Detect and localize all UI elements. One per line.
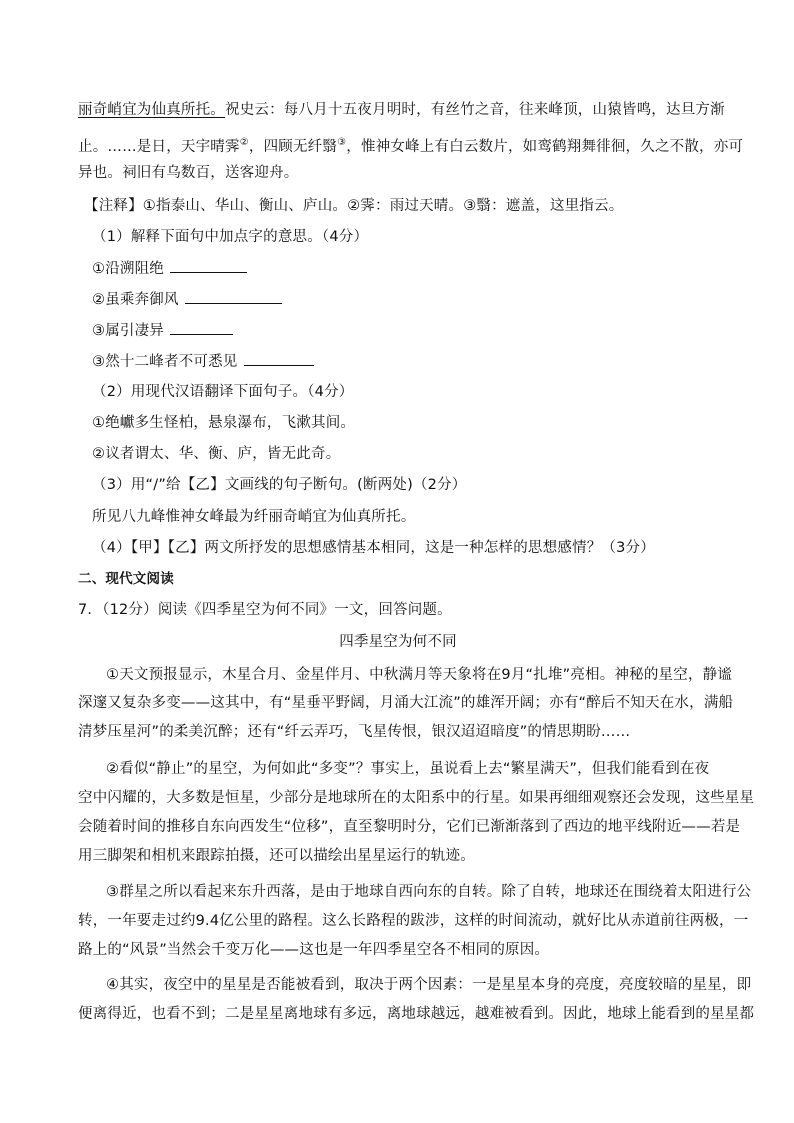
article-title: 四季星空为何不同	[339, 634, 457, 650]
annotation: 【注释】①指泰山、华山、衡山、庐山。②霁：雨过天晴。③翳：遮盖，这里指云。	[84, 198, 624, 214]
note-mark-2: ②	[239, 137, 249, 148]
question-3-title: （3）用“/”给【乙】文画线的句子断句。(断两处)（2分）	[92, 477, 467, 493]
article-paragraph-line: 便离得近，也看不到；二是星星离地球有多远，离地球越远，越难被看到。因此，地球上能看到的星星都	[78, 1006, 755, 1022]
answer-blank[interactable]	[244, 351, 314, 366]
article-paragraph-line: 清梦压星河”的柔美沉醉；还有“纤云弄巧，飞星传恨，银汉迢迢暗度”的情思期盼……	[78, 724, 631, 740]
article-paragraph-line: 转，一年要走过约9.4亿公里的路程。这么长路程的跋涉，这样的时间流动，就好比从赤道前往两极，一	[78, 913, 749, 929]
article-paragraph-line: ①天文预报显示，木星合月、金星伴月、中秋满月等天象将在9月“扎堆”亮相。神秘的星空，静谧	[106, 667, 733, 683]
question-4-title: （4）【甲】【乙】两文所抒发的思想感情基本相同，这是一种怎样的思想感情？（3分）	[92, 540, 655, 556]
article-paragraph-line: 空中闪耀的，大多数是恒星，少部分是地球所在的太阳系中的行星。如果再细细观察还会发现，这些星星	[78, 790, 755, 806]
question-1-item-2: ②虽乘奔御风	[92, 289, 732, 310]
article-paragraph-line: 会随着时间的推移自东向西发生“位移”，直至黎明时分，它们已渐渐落到了西边的地平线附近——若是	[78, 819, 741, 835]
question-1-title: （1）解释下面句中加点字的意思。（4分）	[92, 229, 369, 245]
question-3-sentence: 所见八九峰惟神女峰最为纤丽奇峭宜为仙真所托。	[92, 509, 416, 525]
question-1-item-4: ③然十二峰者不可悉见	[92, 351, 732, 372]
article-paragraph-line: 用三脚架和相机来跟踪拍摄，还可以描绘出星星运行的轨迹。	[78, 848, 475, 864]
article-paragraph-line: ②看似“静止”的星空，为何如此“多变”？事实上，虽说看上去“繁星满天”，但我们能看到在夜	[106, 761, 710, 777]
question-2-item-1: ①绝巘多生怪柏，悬泉瀑布，飞漱其间。	[92, 415, 356, 431]
article-paragraph-line: 路上的“风景”当然会千变万化——这也是一年四季星空各不相同的原因。	[78, 942, 550, 958]
question-1-item-1: ①沿溯阻绝	[92, 258, 732, 279]
passage-line-1: 丽奇峭宜为仙真所托。祝史云：每八月十五夜月明时，有丝竹之音，往来峰顶，山猿皆鸣，达旦方渐	[78, 102, 725, 118]
answer-blank[interactable]	[170, 320, 233, 335]
question-2-title: （2）用现代汉语翻译下面句子。（4分）	[92, 384, 354, 400]
section-heading: 二、现代文阅读	[78, 571, 174, 587]
question-1-item-3: ③属引凄异	[92, 320, 732, 341]
question-7-intro: 7．（12分）阅读《四季星空为何不同》一文，回答问题。	[78, 602, 452, 618]
note-mark-3: ③	[337, 137, 347, 148]
article-paragraph-line: ③群星之所以看起来东升西落，是由于地球自西向东的自转。除了自转，地球还在围绕着太阳进行公	[106, 884, 752, 900]
answer-blank[interactable]	[185, 289, 282, 304]
question-2-item-2: ②议者谓太、华、衡、庐，皆无此奇。	[92, 446, 341, 462]
underlined-sentence: 丽奇峭宜为仙真所托。	[78, 102, 225, 118]
passage-line-3: 异也。祠旧有乌数百，送客迎舟。	[78, 165, 299, 181]
article-paragraph-line: 深邃又复杂多变——这其中，有“星垂平野阔，月涌大江流”的雄浑开阔；亦有“醉后不知天在水，满船	[78, 695, 734, 711]
answer-blank[interactable]	[170, 258, 247, 273]
article-paragraph-line: ④其实，夜空中的星星是否能被看到，取决于两个因素：一是星星本身的亮度，亮度较暗的星星，即	[106, 977, 752, 993]
passage-line-2: 止。……是日，天宇晴霁②，四顾无纤翳③，惟神女峰上有白云数片，如鸾鹤翔舞徘徊，久之不散，亦可	[78, 137, 744, 155]
